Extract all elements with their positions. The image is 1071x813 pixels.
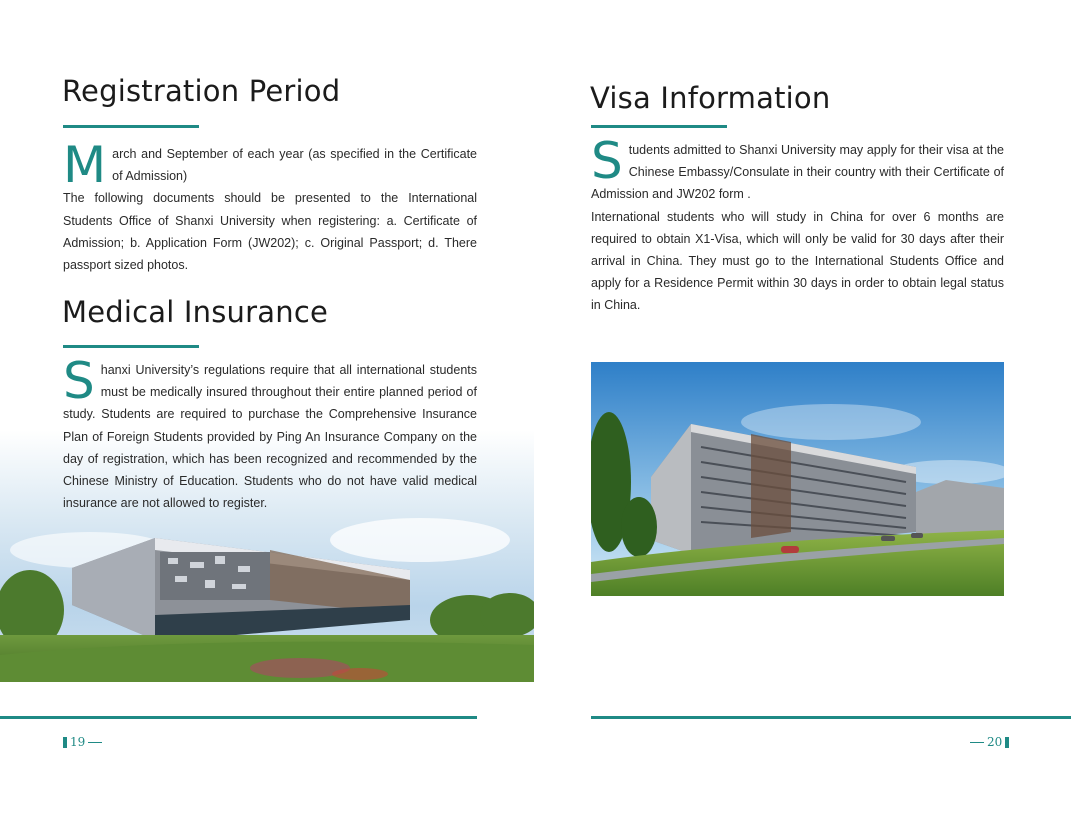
registration-first-line: arch and September of each year (as specified in the Certificate of Admission) xyxy=(112,147,477,184)
registration-dropcap: M xyxy=(63,136,107,194)
visa-title-rule xyxy=(591,125,727,128)
page-number-text: 19 xyxy=(70,735,86,749)
registration-title-rule xyxy=(63,125,199,128)
insurance-title-rule xyxy=(63,345,199,348)
left-footer-rule xyxy=(0,716,477,719)
right-page-number xyxy=(970,735,1009,749)
left-page-number xyxy=(63,735,102,749)
visa-dropcap: S xyxy=(591,132,623,190)
visa-title: Visa Information xyxy=(590,81,831,115)
page-number-text: 20 xyxy=(987,735,1003,749)
right-footer-rule xyxy=(591,716,1071,719)
registration-title: Registration Period xyxy=(62,74,341,108)
insurance-title: Medical Insurance xyxy=(62,295,329,329)
insurance-body: hanxi University’s regulations require that all international students must be medically insured throughout their entire planned period of study. Students are required to purchase the Comprehensive Insurance Plan of Foreign Students provided by Ping An Insurance Company on the day of registration, which has been recognized and recommended by the Chinese Ministry of Education. Students who do not have valid medical insurance are not allowed to register. xyxy=(63,363,477,511)
registration-body: The following documents should be presented to the International Students Office of Shanxi University when registering: a. Certificate of Admission; b. Application Form (JW202); c. Original Passport; d. There passport sized photos. xyxy=(63,191,477,273)
page-marker-bar xyxy=(63,737,67,748)
page-marker-dash xyxy=(88,742,102,743)
visa-body-2: International students who will study in China for over 6 months are required to obtain X1-Visa, which will only be valid for 30 days after their arrival in China. They must go to the International Students Office and apply for a Residence Permit within 30 days in order to obtain legal status in China. xyxy=(591,209,1004,313)
visa-body: tudents admitted to Shanxi University may apply for their visa at the Chinese Embassy/Consulate in their country with their Certificate of Admission and JW202 form . xyxy=(591,143,1004,202)
insurance-dropcap: S xyxy=(63,352,95,410)
page-marker-dash xyxy=(970,742,984,743)
dormitory-photo xyxy=(591,362,1004,596)
page-marker-bar xyxy=(1005,737,1009,748)
insurance-text xyxy=(63,352,477,514)
registration-text xyxy=(63,136,477,276)
visa-text xyxy=(591,132,1004,317)
dormitory-illustration xyxy=(591,362,1004,596)
